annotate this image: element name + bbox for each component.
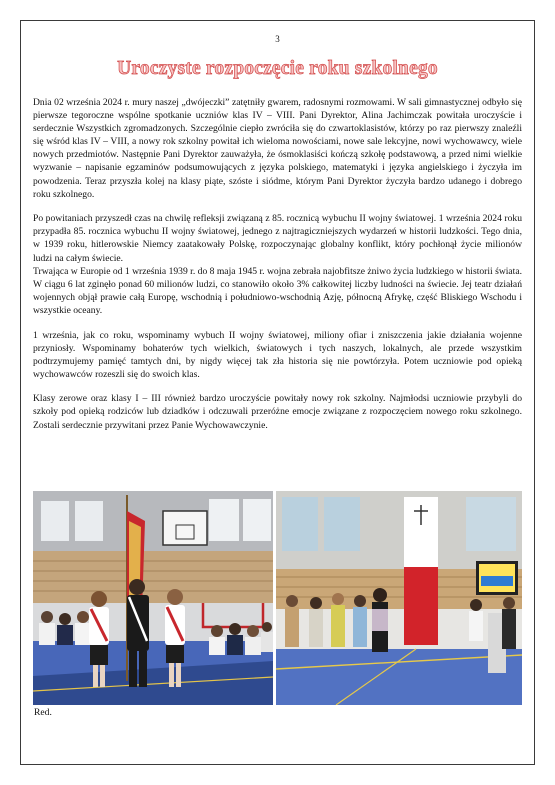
article-title: Uroczyste rozpoczęcie roku szkolnego: [117, 58, 438, 79]
flag-ceremony-photo: [33, 491, 273, 705]
hall-speeches-photo: [276, 491, 522, 705]
page-number: 3: [275, 34, 280, 44]
photo-row: [33, 491, 522, 705]
paragraph-younger-classes: Klasy zerowe oraz klasy I – III również bardzo uroczyście powitały nowy rok szkolny. Najmłodsi uczniowie przybyli do szkoły pod opieką rodziców lub dziadków i odczuwali przeróżne emocje związane z rozpoczęciem nowego roku szkolnego. Zostali serdecznie przywitani przez Panie Wychowawczynie.: [33, 393, 522, 431]
flag-ceremony-image: [33, 491, 273, 705]
author-signature: Red.: [34, 707, 52, 718]
paragraph-welcome: Dnia 02 września 2024 r. mury naszej „dwójeczki” zatętniły gwarem, radosnymi rozmowami. W sali gimnastycznej odbyło się pierwsze tegoroczne wspólne spotkanie uczniów klas IV – VIII. Pani Dyrektor, Alina Jachimczak powitała uroczyście i serdecznie Wszystkich zgromadzonych. Szczególnie ciepło zwróciła się do czwartoklasistów, którzy po raz pierwszy znaleźli się wśród klas IV – VIII, a nowy rok szkolny powitał ich wieloma nowościami, nowe sale lekcyjne, nowi wychowawcy, wiele nowych przedmiotów. Następnie Pani Dyrektor zauważyła, że ósmoklasiści kończą szkołę podstawową, a przed nimi wielkie wyzwanie – napisanie egzaminów podsumowujących z języka polskiego, matematyki i języka angielskiego i życzyła im powodzenia. Teraz przyszła kolej na klasy piąte, szóste i siódme, którym Pani Dyrektor życzyła bardzo udanego i dobrego roku szkolnego.: [33, 97, 522, 200]
paragraph-anniversary: Po powitaniach przyszedł czas na chwilę refleksji związaną z 85. rocznicą wybuchu II wojny światowej. 1 września 2024 roku przypadła 85. rocznica wybuchu II wojny światowej, jednego z najtragiczniejszych wydarzeń w historii ludzkości. Tego dnia, w 1939 roku, hitlerowskie Niemcy zaatakowały Polskę, rozpoczynając globalny konflikt, który pochłonął życie milionów ludzi na całym świecie.: [33, 213, 522, 264]
hall-speeches-image: [276, 491, 522, 705]
article-body: [33, 96, 522, 432]
paragraph-remembrance: 1 września, jak co roku, wspominamy wybuch II wojny światowej, miliony ofiar i zniszczenia jakie działania wojenne przyniosły. Wspominamy bohaterów tych wielkich, światowych i tych naszych, lokalnych, ale przede wszystkim podtrzymujemy pamięć tamtych dni, by nigdy więcej tak zła historia się nie powtórzyła. Potem uczniowie pod opieką wychowawców rozeszli się do swoich klas.: [33, 329, 522, 380]
paragraph-war-history: Trwająca w Europie od 1 września 1939 r. do 8 maja 1945 r. wojna zebrała najobfitsze żniwo życia ludzkiego w historii świata. W ciągu 6 lat zginęło ponad 60 milionów ludzi, co stanowiło około 3% całkowitej liczby ludności na świecie. Jej teatr działań wojennych objął prawie całą Europę, wschodnią i południowo-wschodnią Azję, północną Afrykę, część Bliskiego Wschodu i wszystkie oceany.: [33, 265, 522, 316]
